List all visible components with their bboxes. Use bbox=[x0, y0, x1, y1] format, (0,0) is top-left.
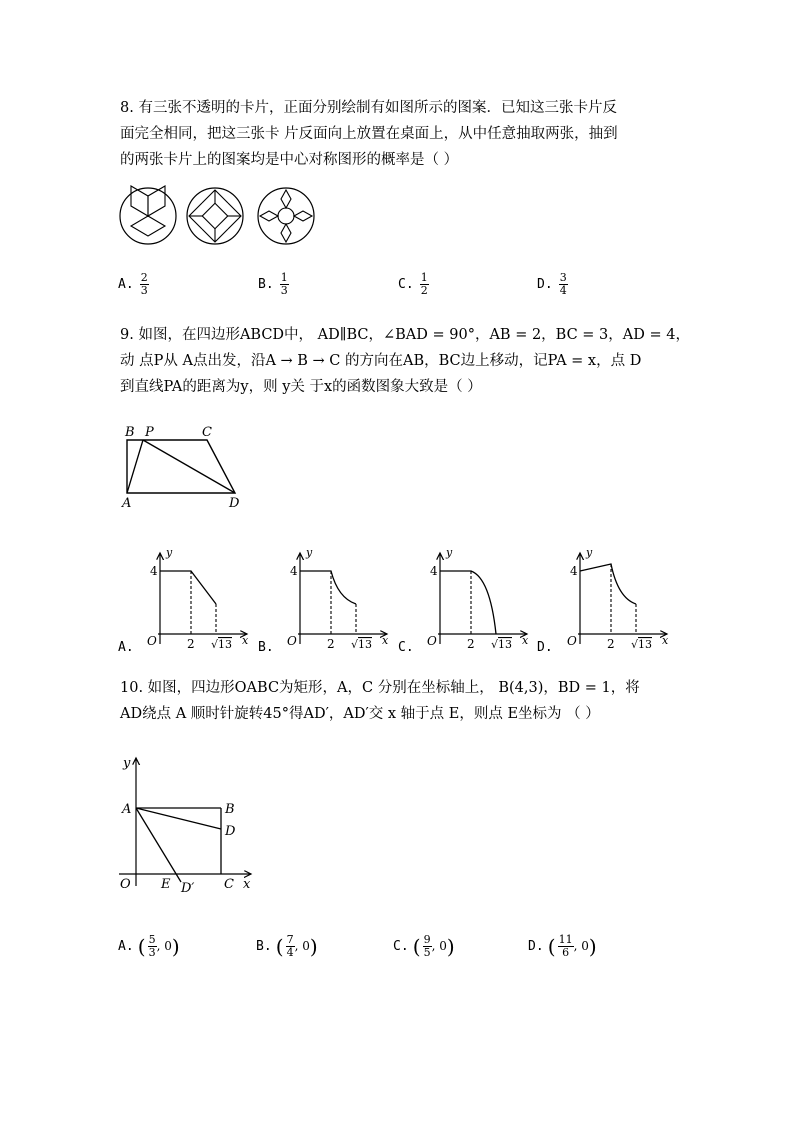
svg-text:O: O bbox=[147, 634, 157, 648]
svg-text:y: y bbox=[166, 546, 173, 559]
q10-option-a-label: A. bbox=[118, 939, 134, 954]
q10-label-dprime: D′ bbox=[181, 881, 195, 896]
card-pinwheel-icon bbox=[187, 188, 243, 244]
q10-option-b-fraction: $\frac{7}{4}$ bbox=[286, 933, 294, 959]
q10-option-b[interactable]: B. ( $\frac{7}{4}$ , 0) bbox=[256, 933, 318, 959]
svg-text:O: O bbox=[427, 634, 437, 648]
q10-text-line2: AD绕点 A 顺时针旋转45°得AD′，AD′交 x 轴于点 E，则点 E坐标为 （ ） bbox=[120, 706, 600, 722]
svg-text:13: 13 bbox=[498, 638, 512, 651]
svg-text:√: √ bbox=[351, 638, 359, 651]
q10-option-c-fraction: $\frac{9}{5}$ bbox=[423, 933, 431, 959]
q8-option-b-fraction: $\frac{1}{3}$ bbox=[280, 271, 288, 297]
q10-label-x: x bbox=[243, 877, 251, 892]
q9-option-a[interactable]: A. bbox=[118, 640, 134, 655]
svg-text:√: √ bbox=[491, 638, 499, 651]
svg-text:2: 2 bbox=[187, 637, 195, 651]
q9-trapezoid-figure bbox=[115, 420, 255, 510]
q10-option-d[interactable]: D. ( $\frac{11}{6}$ , 0) bbox=[528, 933, 597, 959]
svg-text:13: 13 bbox=[638, 638, 652, 651]
q8-option-b-label: B. bbox=[258, 277, 274, 292]
svg-text:x: x bbox=[382, 634, 389, 647]
q8-option-c-label: C. bbox=[398, 277, 414, 292]
svg-text:y: y bbox=[306, 546, 313, 559]
q9-graph-c bbox=[427, 546, 529, 651]
q8-text-line3: 的两张卡片上的图案均是中心对称图形的概率是（ ） bbox=[120, 152, 459, 168]
svg-text:x: x bbox=[662, 634, 669, 647]
svg-text:√: √ bbox=[211, 638, 219, 651]
q9-option-d[interactable]: D. bbox=[537, 640, 553, 655]
q8-option-a[interactable] bbox=[118, 272, 149, 297]
q8-card-figures bbox=[0, 0, 794, 300]
q9-text-line3: 到直线PA的距离为y，则 y关 于x的函数图象大致是（ ） bbox=[120, 379, 482, 395]
q9-label-a: A bbox=[122, 496, 132, 511]
q9-label-p: P bbox=[145, 425, 154, 440]
q10-label-o: O bbox=[120, 877, 131, 892]
q10-option-c-label: C. bbox=[393, 939, 409, 954]
svg-text:x: x bbox=[242, 634, 249, 647]
q9-text-line1: 9. 如图，在四边形ABCD中， AD∥BC，∠BAD = 90°，AB = 2，BC = 3，AD = 4， bbox=[120, 327, 690, 343]
q8-text-line1: 8. 有三张不透明的卡片，正面分别绘制有如图所示的图案．已知这三张卡片反 bbox=[120, 100, 617, 116]
svg-text:4: 4 bbox=[290, 564, 298, 578]
svg-text:y: y bbox=[586, 546, 593, 559]
q9-graph-d bbox=[567, 546, 669, 651]
q9-text-line2: 动 点P从 A点出发，沿A → B → C 的方向在AB，BC边上移动，记PA = x，点 D bbox=[120, 353, 642, 369]
svg-text:4: 4 bbox=[150, 564, 158, 578]
q9-option-c[interactable]: C. bbox=[398, 640, 414, 655]
card-three-rhombus-icon bbox=[120, 186, 176, 244]
card-circle-diamonds-icon bbox=[258, 188, 314, 244]
q10-text-line1: 10. 如图，四边形OABC为矩形，A，C 分别在坐标轴上， B(4,3)，BD = 1，将 bbox=[120, 680, 640, 696]
svg-text:4: 4 bbox=[570, 564, 578, 578]
svg-text:2: 2 bbox=[467, 637, 475, 651]
svg-text:4: 4 bbox=[430, 564, 438, 578]
q9-label-d: D bbox=[229, 496, 240, 511]
q10-label-d: D bbox=[225, 824, 236, 839]
q9-label-c: C bbox=[202, 425, 212, 440]
svg-text:O: O bbox=[567, 634, 577, 648]
q8-option-a-label: A. bbox=[118, 277, 134, 292]
q10-option-a-fraction: $\frac{5}{3}$ bbox=[148, 933, 156, 959]
q10-option-b-label: B. bbox=[256, 939, 272, 954]
q8-option-b[interactable] bbox=[258, 272, 289, 297]
q8-text-line2: 面完全相同，把这三张卡 片反面向上放置在桌面上，从中任意抽取两张，抽到 bbox=[120, 126, 618, 142]
q8-option-a-fraction: $\frac{2}{3}$ bbox=[140, 271, 148, 297]
q9-label-b: B bbox=[125, 425, 135, 440]
q10-label-c: C bbox=[224, 877, 234, 892]
q8-option-c[interactable] bbox=[398, 272, 429, 297]
svg-text:O: O bbox=[287, 634, 297, 648]
svg-text:13: 13 bbox=[218, 638, 232, 651]
q10-option-a[interactable]: A. ( $\frac{5}{3}$ , 0) bbox=[118, 933, 180, 959]
svg-text:2: 2 bbox=[327, 637, 335, 651]
q10-option-d-label: D. bbox=[528, 939, 544, 954]
q10-option-d-fraction: $\frac{11}{6}$ bbox=[558, 933, 573, 959]
q9-option-b[interactable]: B. bbox=[258, 640, 274, 655]
q10-rectangle-figure bbox=[115, 752, 275, 902]
svg-text:13: 13 bbox=[358, 638, 372, 651]
q9-graph-a bbox=[147, 546, 249, 651]
svg-text:y: y bbox=[446, 546, 453, 559]
q10-label-a: A bbox=[122, 802, 132, 817]
svg-text:x: x bbox=[522, 634, 529, 647]
svg-text:√: √ bbox=[631, 638, 639, 651]
q8-option-c-fraction: $\frac{1}{2}$ bbox=[420, 271, 428, 297]
q8-option-d-fraction: $\frac{3}{4}$ bbox=[559, 271, 567, 297]
q8-option-d-label: D. bbox=[537, 277, 553, 292]
q10-label-b: B bbox=[225, 802, 235, 817]
q8-option-d[interactable] bbox=[537, 272, 568, 297]
q10-label-y: y bbox=[123, 756, 131, 771]
q9-graph-b bbox=[287, 546, 389, 651]
q10-option-c[interactable]: C. ( $\frac{9}{5}$ , 0) bbox=[393, 933, 455, 959]
q10-label-e: E bbox=[161, 877, 171, 892]
svg-text:2: 2 bbox=[607, 637, 615, 651]
